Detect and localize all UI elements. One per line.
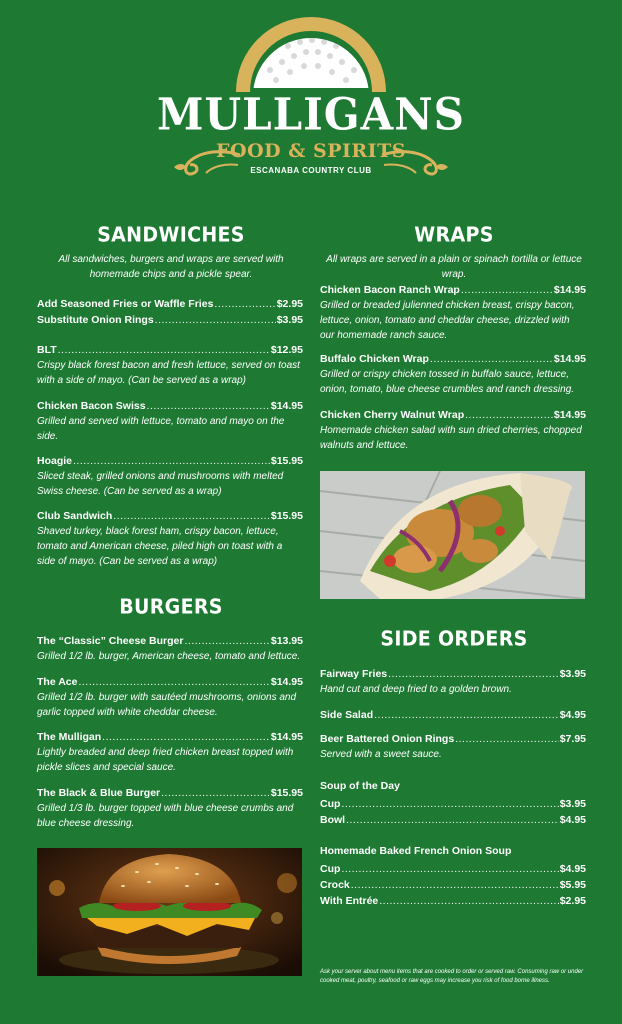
menu-item-buffalo-chicken-wrap: Buffalo Chicken Wrap ..... $14.95 Grilled or crispy chicken tossed in buffalo sauce, lettuce, onion, tomato, blue cheese crumbles and ranch dressing. <box>320 351 586 397</box>
wrap-photo <box>320 471 585 599</box>
menu-item-hoagie: Hoagie ..... $15.95 Sliced steak, grilled onions and mushrooms with melted Swiss cheese. (Can be served as a wrap) <box>37 453 303 499</box>
menu-item-fairway-fries: Fairway Fries ..... $3.95 Hand cut and deep fried to a golden brown. <box>320 666 586 697</box>
brand-subtitle: FOOD & SPIRITS <box>216 140 406 162</box>
brand-name: MULLIGANS <box>156 88 465 141</box>
menu-item-soup-of-the-day: Soup of the Day Cup ..... $3.95 Bowl ..... $4.95 <box>320 778 586 828</box>
menu-item-chicken-bacon-ranch-wrap: Chicken Bacon Ranch Wrap ..... $14.95 Grilled or breaded julienned chicken breast, crispy bacon, lettuce, onion, tomato and cheddar cheese, drizzled with our homemade ranch sauce. <box>320 282 586 343</box>
brand-club: ESCANABA COUNTRY CLUB <box>250 166 372 175</box>
food-safety-disclaimer: Ask your server about menu items that are cooked to order or served raw. Consuming raw or under cooked meat, poultry, seafood or raw eggs may increase you risk of food borne illness. <box>320 969 584 984</box>
menu-item-blt: BLT ..... $12.95 Crispy black forest bacon and fresh lettuce, served on toast with a side of mayo. (Can be served as a wrap) <box>37 342 303 388</box>
menu-item-chicken-bacon-swiss: Chicken Bacon Swiss ..... $14.95 Grilled and served with lettuce, tomato and mayo on the side. <box>37 398 303 444</box>
menu-item-chicken-cherry-walnut-wrap: Chicken Cherry Walnut Wrap ..... $14.95 Homemade chicken salad with sun dried cherries, chopped walnuts and lettuce. <box>320 407 586 453</box>
sandwiches-note: All sandwiches, burgers and wraps are served with homemade chips and a pickle spear. <box>58 254 284 280</box>
burger-photo <box>37 848 302 976</box>
burgers-title: BURGERS <box>119 595 223 619</box>
menu-item-the-ace: The Ace ..... $14.95 Grilled 1/2 lb. burger with sautéed mushrooms, onions and garlic topped with white cheddar cheese. <box>37 674 303 720</box>
menu-item-french-onion-soup: Homemade Baked French Onion Soup Cup ..... $4.95 Crock ..... $5.95 With Entrée ..... $2.95 <box>320 843 586 909</box>
addon-fries: Add Seasoned Fries or Waffle Fries ..... $2.95 Substitute Onion Rings ..... $3.95 <box>37 296 303 328</box>
menu-item-the-mulligan: The Mulligan ..... $14.95 Lightly breaded and deep fried chicken breast topped with pickle slices and special sauce. <box>37 729 303 775</box>
menu-item-black-blue-burger: The Black & Blue Burger ..... $15.95 Grilled 1/3 lb. burger topped with blue cheese crumbs and blue cheese dressing. <box>37 785 303 831</box>
menu-item-side-salad: Side Salad ..... $4.95 <box>320 707 586 723</box>
menu-item-club-sandwich: Club Sandwich ..... $15.95 Shaved turkey, black forest ham, crispy bacon, lettuce, tomato and American cheese, piled high on toast with a side of mayo. (Can be served as a wrap) <box>37 508 303 569</box>
menu-item-onion-rings: Beer Battered Onion Rings ..... $7.95 Served with a sweet sauce. <box>320 731 586 762</box>
wraps-note: All wraps are served in a plain or spinach tortilla or lettuce wrap. <box>326 254 582 280</box>
side-orders-title: SIDE ORDERS <box>380 627 528 651</box>
wraps-title: WRAPS <box>414 223 494 247</box>
menu-item-classic-cheese-burger: The “Classic” Cheese Burger ..... $13.95 Grilled 1/2 lb. burger, American cheese, tomato and lettuce. <box>37 633 303 664</box>
sandwiches-title: SANDWICHES <box>97 223 245 247</box>
